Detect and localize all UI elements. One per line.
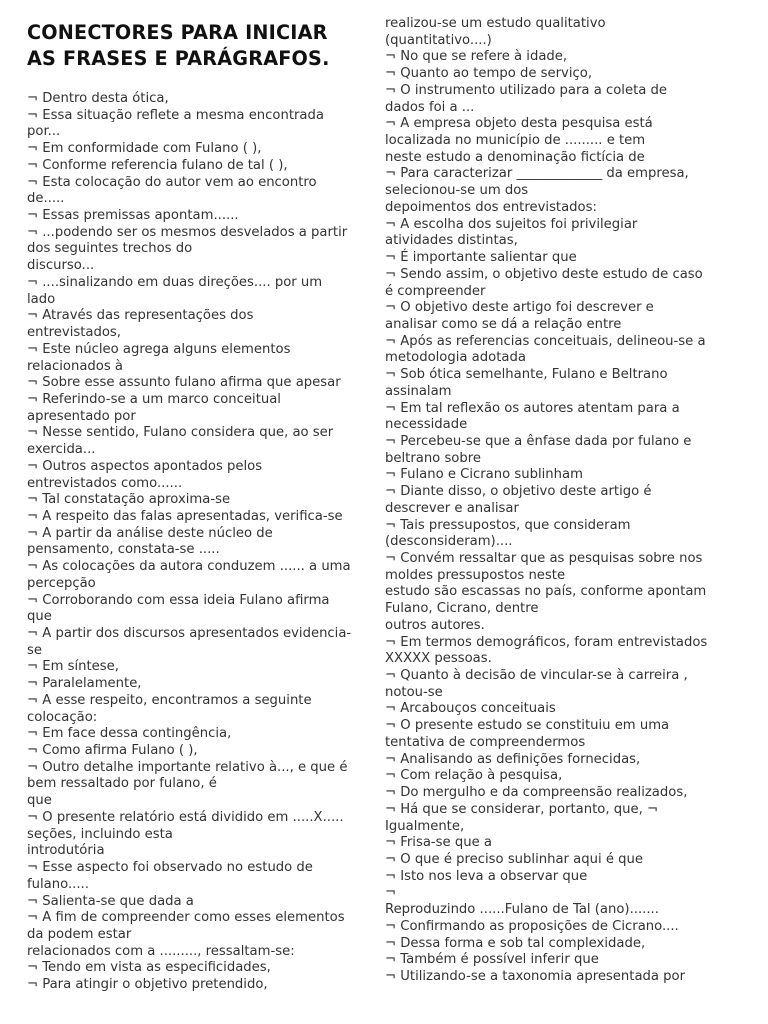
text-line: de.....: [27, 191, 65, 207]
text-line: ¬ Outros aspectos apontados pelos: [27, 458, 263, 474]
text-line: colocação:: [27, 709, 98, 725]
text-line: ¬ Convém ressaltar que as pesquisas sobre nos: [385, 551, 703, 566]
text-line: que: [27, 793, 52, 809]
text-line: localizada no município de ......... e tem: [385, 133, 646, 149]
text-line: ¬ Analisando as definições fornecidas,: [385, 751, 641, 767]
text-line: percepção: [27, 575, 96, 591]
text-line: tentativa de compreendermos: [385, 734, 586, 750]
text-line: ¬ Frisa-se que a: [385, 835, 492, 851]
text-line: outros autores.: [385, 617, 485, 633]
text-line: ¬ Outro detalhe importante relativo à..., e que é: [27, 759, 348, 775]
page-title: [27, 20, 377, 72]
text-line: ¬ Do mergulho e da compreensão realizados,: [385, 785, 688, 801]
text-line: ¬ Quanto à decisão de vincular-se à carreira ,: [385, 668, 688, 684]
text-line: seções, incluindo esta: [27, 826, 173, 842]
text-line: (quantitativo....): [385, 32, 492, 48]
text-line: beltrano sobre: [385, 450, 481, 466]
text-line: que: [27, 609, 52, 625]
text-line: relacionados à: [27, 358, 123, 374]
text-line: ¬ Em tal reflexão os autores atentam para a: [385, 400, 680, 416]
text-line: ¬ Em conformidade com Fulano ( ),: [27, 141, 262, 157]
title-line-2: AS FRASES E PARÁGRAFOS.: [27, 47, 330, 70]
text-line: moldes pressupostos neste: [385, 567, 566, 583]
text-line: ¬ Em síntese,: [27, 659, 119, 675]
text-line: depoimentos dos entrevistados:: [385, 199, 597, 215]
text-line: ¬ ...podendo ser os mesmos desvelados a partir: [27, 224, 348, 240]
text-line: ¬ O presente relatório está dividido em .....X.....: [27, 809, 344, 825]
text-line: ¬ O que é preciso sublinhar aqui é que: [385, 851, 643, 867]
text-line: ¬ Utilizando-se a taxonomia apresentada por: [385, 968, 686, 984]
text-line: ¬ Como afirma Fulano ( ),: [27, 743, 198, 759]
text-line: ¬ Esse aspecto foi observado no estudo de: [27, 860, 313, 876]
text-line: estudo são escassas no país, conforme apontam: [385, 584, 707, 600]
text-line: ¬ Tais pressupostos, que consideram: [385, 517, 631, 533]
text-line: necessidade: [385, 417, 468, 433]
text-line: lado: [27, 291, 56, 307]
text-line: ¬ A partir dos discursos apresentados evidencia-: [27, 626, 352, 641]
text-line: ¬ As colocações da autora conduzem ...... a uma: [27, 559, 351, 575]
text-line: ¬ Sobre esse assunto fulano afirma que apesar: [27, 375, 341, 391]
text-line: assinalam: [385, 383, 452, 399]
text-line: bem ressaltado por fulano, é: [27, 776, 217, 792]
text-line: dados foi a ...: [385, 99, 475, 115]
text-line: analisar como se dá a relação entre: [385, 316, 622, 332]
title-line-1: CONECTORES PARA INICIAR: [27, 21, 328, 44]
text-line: ¬ Esta colocação do autor vem ao encontro: [27, 174, 317, 190]
text-line: ¬ O objetivo deste artigo foi descrever e: [385, 300, 654, 316]
text-line: discurso...: [27, 258, 95, 274]
text-line: ¬ Isto nos leva a observar que: [385, 868, 588, 884]
text-line: Reproduzindo ......Fulano de Tal (ano).......: [385, 902, 659, 918]
right-column: [385, 16, 735, 986]
text-line: ¬ Para atingir o objetivo pretendido,: [27, 977, 268, 993]
text-line: ¬ Dentro desta ótica,: [27, 91, 169, 106]
text-line: ¬ Salienta-se que dada a: [27, 893, 194, 909]
text-line: ¬ Com relação à pesquisa,: [385, 768, 563, 784]
text-line: notou-se: [385, 684, 443, 700]
text-line: ¬ Tendo em vista as especificidades,: [27, 960, 271, 976]
text-line: ¬ O presente estudo se constituiu em uma: [385, 718, 670, 734]
text-line: XXXXX pessoas.: [385, 651, 492, 667]
text-line: ¬ Paralelamente,: [27, 676, 142, 692]
text-line: atividades distintas,: [385, 233, 518, 249]
left-column: [27, 20, 377, 994]
text-line: ¬ Confirmando as proposições de Cicrano....: [385, 918, 679, 934]
right-connector-list: [385, 16, 735, 986]
text-line: ¬ Após as referencias conceituais, delineou-se a: [385, 333, 706, 349]
text-line: ¬ A partir da análise deste núcleo de: [27, 525, 273, 541]
text-line: ¬ Nesse sentido, Fulano considera que, ao ser: [27, 425, 334, 441]
text-line: ¬ A esse respeito, encontramos a seguinte: [27, 692, 312, 708]
text-line: ¬ Percebeu-se que a ênfase dada por fulano e: [385, 433, 692, 449]
text-line: ¬ A respeito das falas apresentadas, verifica-se: [27, 508, 343, 524]
text-line: ¬ É importante salientar que: [385, 250, 577, 266]
text-line: ¬ Tal constatação aproxima-se: [27, 492, 231, 508]
text-line: (desconsideram)....: [385, 534, 513, 550]
text-line: ¬ Através das representações dos: [27, 308, 254, 324]
text-line: Igualmente,: [385, 818, 465, 834]
text-line: ¬ O instrumento utilizado para a coleta de: [385, 82, 668, 98]
text-line: ¬ Arcabouços conceituais: [385, 701, 556, 717]
text-line: ¬ Corroborando com essa ideia Fulano afirma: [27, 592, 330, 608]
text-line: metodologia adotada: [385, 350, 526, 366]
text-line: ¬ Quanto ao tempo de serviço,: [385, 66, 593, 82]
text-line: pensamento, constata-se .....: [27, 542, 220, 558]
text-line: ¬: [385, 885, 397, 901]
text-line: ¬ Sendo assim, o objetivo deste estudo de caso: [385, 266, 703, 282]
left-connector-list: [27, 91, 377, 994]
text-line: apresentado por: [27, 408, 136, 424]
text-line: se: [27, 642, 42, 658]
text-line: descrever e analisar: [385, 500, 519, 516]
text-line: ¬ ....sinalizando em duas direções.... por um: [27, 274, 323, 290]
text-line: dos seguintes trechos do: [27, 241, 193, 257]
text-line: neste estudo a denominação fictícia de: [385, 149, 645, 165]
text-line: ¬ No que se refere à idade,: [385, 49, 568, 65]
text-line: fulano.....: [27, 876, 89, 892]
text-line: realizou-se um estudo qualitativo: [385, 16, 606, 31]
text-line: por...: [27, 124, 61, 140]
text-line: ¬ Fulano e Cicrano sublinham: [385, 467, 583, 483]
text-line: entrevistados como......: [27, 475, 183, 491]
text-line: exercida...: [27, 442, 96, 458]
text-line: ¬ Em face dessa contingência,: [27, 726, 232, 742]
text-line: ¬ Dessa forma e sob tal complexidade,: [385, 935, 646, 951]
text-line: ¬ A fim de compreender como esses elementos: [27, 910, 345, 926]
text-line: ¬ Também é possível inferir que: [385, 952, 599, 968]
text-line: ¬ Em termos demográficos, foram entrevistados: [385, 634, 708, 650]
text-line: é compreender: [385, 283, 486, 299]
text-line: ¬ Conforme referencia fulano de tal ( ),: [27, 157, 288, 173]
text-line: ¬ A empresa objeto desta pesquisa está: [385, 116, 653, 132]
text-line: ¬ Diante disso, o objetivo deste artigo é: [385, 484, 652, 500]
text-line: ¬ A escolha dos sujeitos foi privilegiar: [385, 216, 638, 232]
text-line: Fulano, Cicrano, dentre: [385, 601, 539, 617]
text-line: entrevistados,: [27, 325, 121, 341]
text-line: ¬ Este núcleo agrega alguns elementos: [27, 341, 291, 357]
text-line: relacionados com a ........., ressaltam-se:: [27, 943, 295, 959]
text-line: ¬ Essa situação reflete a mesma encontrada: [27, 107, 324, 123]
text-line: introdutória: [27, 843, 105, 859]
text-line: da podem estar: [27, 926, 132, 942]
text-line: ¬ Há que se considerar, portanto, que, ¬: [385, 801, 659, 817]
text-line: selecionou-se um dos: [385, 183, 529, 199]
text-line: ¬ Para caracterizar _____________ da empresa,: [385, 166, 689, 182]
text-line: ¬ Referindo-se a um marco conceitual: [27, 391, 281, 407]
text-line: ¬ Essas premissas apontam......: [27, 208, 239, 224]
text-line: ¬ Sob ótica semelhante, Fulano e Beltrano: [385, 367, 668, 383]
